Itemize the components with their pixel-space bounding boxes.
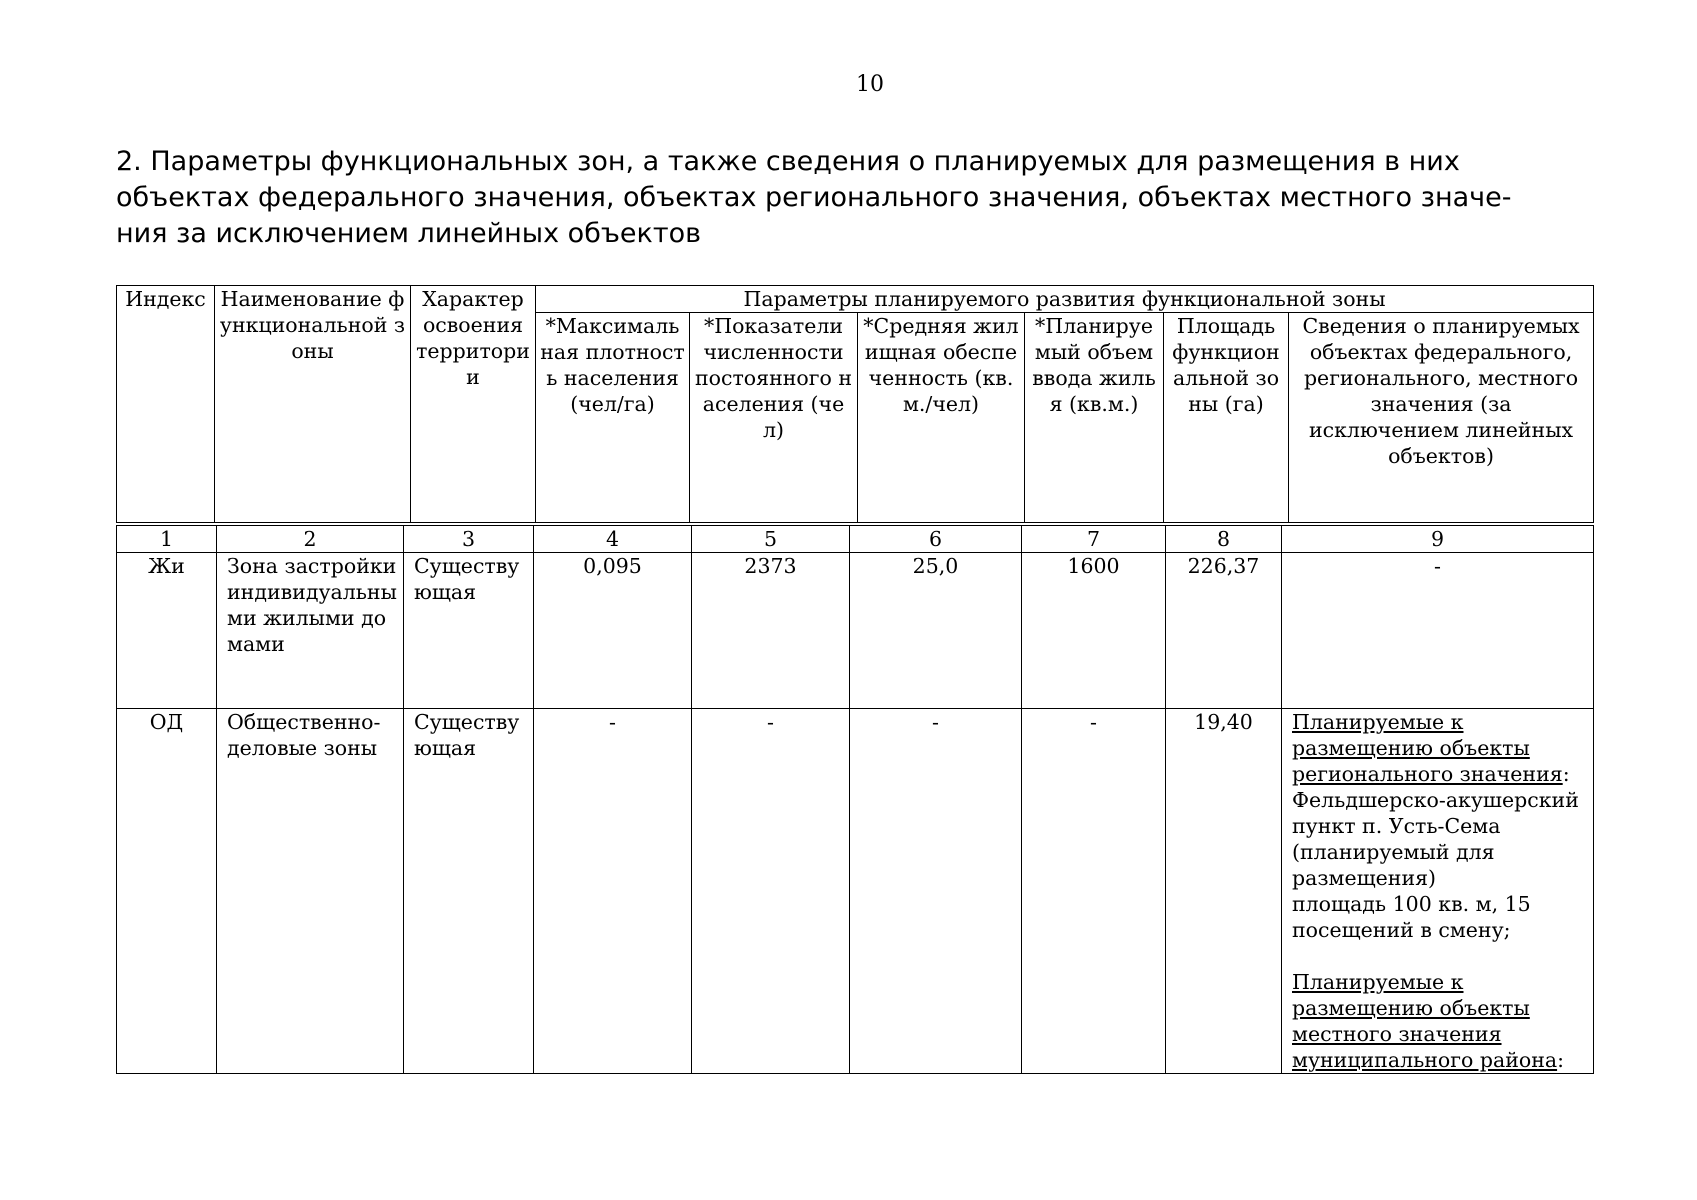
- header-population: *Показатели численности постоянного населения (чел): [690, 313, 858, 523]
- column-number: 7: [1022, 526, 1166, 553]
- table-row: [117, 553, 1594, 709]
- header-index: Индекс: [117, 286, 215, 523]
- header-info: Сведения о планируемых объектах федерального, регионального, местного значения (за исключением линейных объектов): [1289, 313, 1594, 523]
- header-area: Площадь функциональной зоны (га): [1164, 313, 1289, 523]
- column-number: 3: [404, 526, 534, 553]
- row-development: Существующая: [404, 553, 534, 709]
- row-info: [1282, 709, 1594, 1074]
- local-objects-heading: Планируемые к размещению объекты местного значения муниципального района:: [1292, 970, 1565, 1072]
- row-index: ОД: [117, 709, 217, 1074]
- row-development: Существующая: [404, 709, 534, 1074]
- row-housing: 25,0: [850, 553, 1022, 709]
- column-number: 9: [1282, 526, 1594, 553]
- header-zone-name: Наименование функциональной зоны: [215, 286, 411, 523]
- row-zone-name: Общественно-деловые зоны: [217, 709, 404, 1074]
- row-population: 2373: [692, 553, 850, 709]
- section-heading: [116, 144, 1596, 252]
- row-density: -: [534, 709, 692, 1074]
- regional-object-text: Фельдшерско-акушерский пункт п. Усть-Сема (планируемый для размещения): [1292, 788, 1579, 890]
- row-housing: -: [850, 709, 1022, 1074]
- header-table: [116, 285, 1594, 523]
- header-housing: *Средняя жилищная обеспеченность (кв.м./чел): [858, 313, 1025, 523]
- data-table: [116, 525, 1594, 1074]
- header-development: Характер освоения территории: [411, 286, 536, 523]
- column-number: 1: [117, 526, 217, 553]
- heading-line-3: ния за исключением линейных объектов: [116, 218, 701, 249]
- column-number: 5: [692, 526, 850, 553]
- table-row: [117, 709, 1594, 1074]
- column-number: 2: [217, 526, 404, 553]
- column-number-row: [117, 526, 1594, 553]
- page-number: 10: [856, 72, 884, 97]
- row-volume: 1600: [1022, 553, 1166, 709]
- column-number: 8: [1166, 526, 1282, 553]
- row-area: 19,40: [1166, 709, 1282, 1074]
- header-parameters-group: Параметры планируемого развития функциональной зоны: [536, 286, 1594, 313]
- row-population: -: [692, 709, 850, 1074]
- row-area: 226,37: [1166, 553, 1282, 709]
- column-number: 6: [850, 526, 1022, 553]
- column-number: 4: [534, 526, 692, 553]
- row-density: 0,095: [534, 553, 692, 709]
- heading-line-1: 2. Параметры функциональных зон, а также сведения о планируемых для размещения в них: [116, 146, 1460, 177]
- regional-object-params: площадь 100 кв. м, 15 посещений в смену;: [1292, 892, 1531, 942]
- regional-objects-heading: Планируемые к размещению объекты регионального значения:: [1292, 710, 1570, 786]
- heading-line-2: объектах федерального значения, объектах регионального значения, объектах местного значе-: [116, 182, 1512, 213]
- header-volume: *Планируемый объем ввода жилья (кв.м.): [1025, 313, 1164, 523]
- header-density: *Максимальная плотность населения (чел/га): [536, 313, 690, 523]
- row-volume: -: [1022, 709, 1166, 1074]
- row-zone-name: Зона застройки индивидуальными жилыми домами: [217, 553, 404, 709]
- row-info: -: [1282, 553, 1594, 709]
- row-index: Жи: [117, 553, 217, 709]
